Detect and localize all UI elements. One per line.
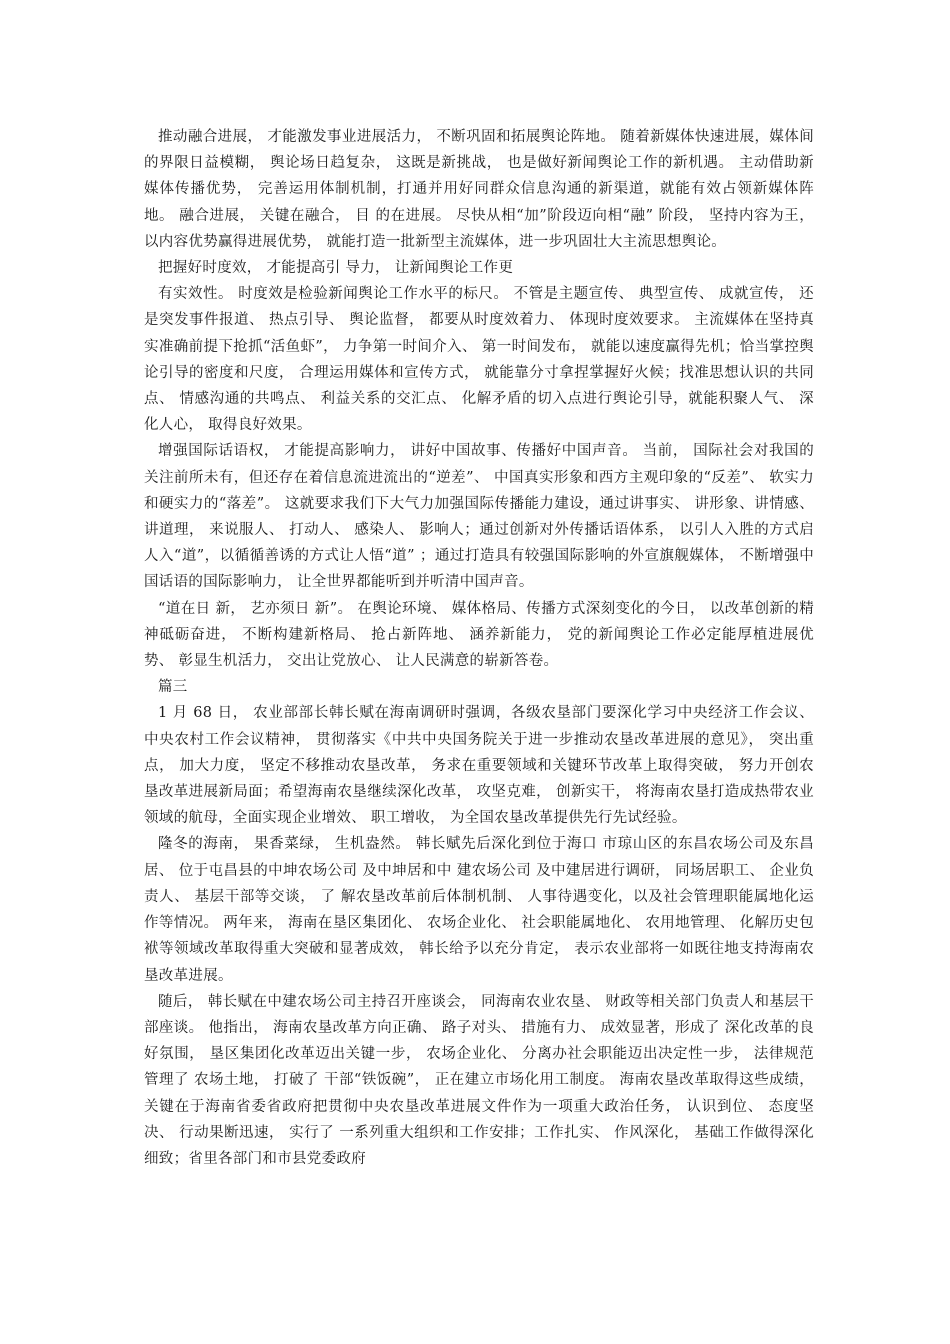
paragraph: 有实效性。 时度效是检验新闻舆论工作水平的标尺。 不管是主题宣传、 典型宣传、 成就宣传， 还是突发事件报道、 热点引导、 舆论监督， 都要从时度效着力、 体现时度效要求。 主流媒体在坚持真实准确前提下抢抓“活鱼虾”， 力争第一时间介入、 第一时间发布， 就能以速度赢得先机；恰当掌控舆论引导的密度和尺度， 合理运用媒体和宣传方式， 就能靠分寸拿捏掌握好火候；找准思想认识的共同点、 情感沟通的共鸣点、 利益关系的交汇点、 化解矛盾的切入点进行舆论引导，就能积聚人气、 深化人心， 取得良好效果。: [144, 286, 814, 434]
paragraph: 1 月 68 日， 农业部部长韩长赋在海南调研时强调，各级农垦部门要深化学习中央经济工作会议、 中央农村工作会议精神， 贯彻落实《中共中央国务院关于进一步推动农垦改革进展的意见》， 突出重点， 加大力度， 坚定不移推动农垦改革， 务求在重要领域和关键环节改革上取得突破， 努力开创农垦改革进展新局面；希望海南农垦继续深化改革， 攻坚克难， 创新实干， 将海南农垦打造成热带农业领域的航母，全面实现企业增效、 职工增收， 为全国农垦改革提供先行先试经验。: [144, 705, 814, 827]
paragraph: 随后， 韩长赋在中建农场公司主持召开座谈会， 同海南农业农垦、 财政等相关部门负责人和基层干部座谈。 他指出， 海南农垦改革方向正确、 路子对头、 措施有力、 成效显著，形成了 深化改革的良好氛围， 垦区集团化改革迈出关键一步， 农场企业化、 分离办社会职能迈出决定性一步， 法律规范管理了 农场土地， 打破了 干部“铁饭碗”， 正在建立市场化用工制度。 海南农垦改革取得这些成绩， 关键在于海南省委省政府把贯彻中央农垦改革进展文件作为一项重大政治任务， 认识到位、 态度坚决、 行动果断迅速， 实行了 一系列重大组织和工作安排；工作扎实、 作风深化， 基础工作做得深化细致；省里各部门和市县党委政府: [144, 993, 814, 1167]
document-body: [144, 124, 814, 1172]
paragraph: “道在日 新， 艺亦须日 新”。 在舆论环境、 媒体格局、传播方式深刻变化的今日， 以改革创新的精神砥砺奋进， 不断构建新格局、 抢占新阵地、 涵养新能力， 党的新闻舆论工作必定能厚植进展优势、 彰显生机活力， 交出让党放心、 让人民满意的崭新答卷。: [144, 600, 814, 670]
paragraph: 把握好时度效， 才能提高引 导力， 让新闻舆论工作更: [158, 260, 514, 277]
paragraph: 推动融合进展， 才能激发事业进展活力， 不断巩固和拓展舆论阵地。 随着新媒体快速进展，媒体间的界限日益模糊， 舆论场日趋复杂， 这既是新挑战， 也是做好新闻舆论工作的新机遇。 主动借助新媒体传播优势， 完善运用体制机制，打通并用好同群众信息沟通的新渠道，就能有效占领新媒体阵地。 融合进展， 关键在融合， 目 的在进展。 尽快从相“加”阶段迈向相“融” 阶段， 坚持内容为王， 以内容优势赢得进展优势， 就能打造一批新型主流媒体，进一步巩固壮大主流思想舆论。: [144, 129, 814, 250]
paragraph: 增强国际话语权， 才能提高影响力， 讲好中国故事、传播好中国声音。 当前， 国际社会对我国的关注前所未有，但还存在着信息流进流出的“逆差”、 中国真实形象和西方主观印象的“反差”、 软实力和硬实力的“落差”。 这就要求我们下大气力加强国际传播能力建设，通过讲事实、 讲形象、讲情感、 讲道理， 来说服人、 打动人、 感染人、 影响人；通过创新对外传播话语体系， 以引人入胜的方式启人入“道”，以循循善诱的方式让人悟“道” ；通过打造具有较强国际影响的外宣旗舰媒体， 不断增强中国话语的国际影响力， 让全世界都能听到并听清中国声音。: [144, 443, 814, 591]
section-heading: 篇三: [158, 679, 188, 696]
paragraph: 隆冬的海南， 果香菜绿， 生机盎然。 韩长赋先后深化到位于海口 市琼山区的东昌农场公司及东昌居、 位于屯昌县的中坤农场公司 及中坤居和中 建农场公司 及中建居进行调研， 同场居职工、 企业负责人、 基层干部等交谈， 了 解农垦改革前后体制机制、 人事待遇变化，以及社会管理职能属地化运作等情况。 两年来， 海南在垦区集团化、 农场企业化、 社会职能属地化、 农用地管理、 化解历史包袱等领域改革取得重大突破和显著成效， 韩长给予以充分肯定， 表示农业部将一如既往地支持海南农垦改革进展。: [144, 836, 814, 984]
